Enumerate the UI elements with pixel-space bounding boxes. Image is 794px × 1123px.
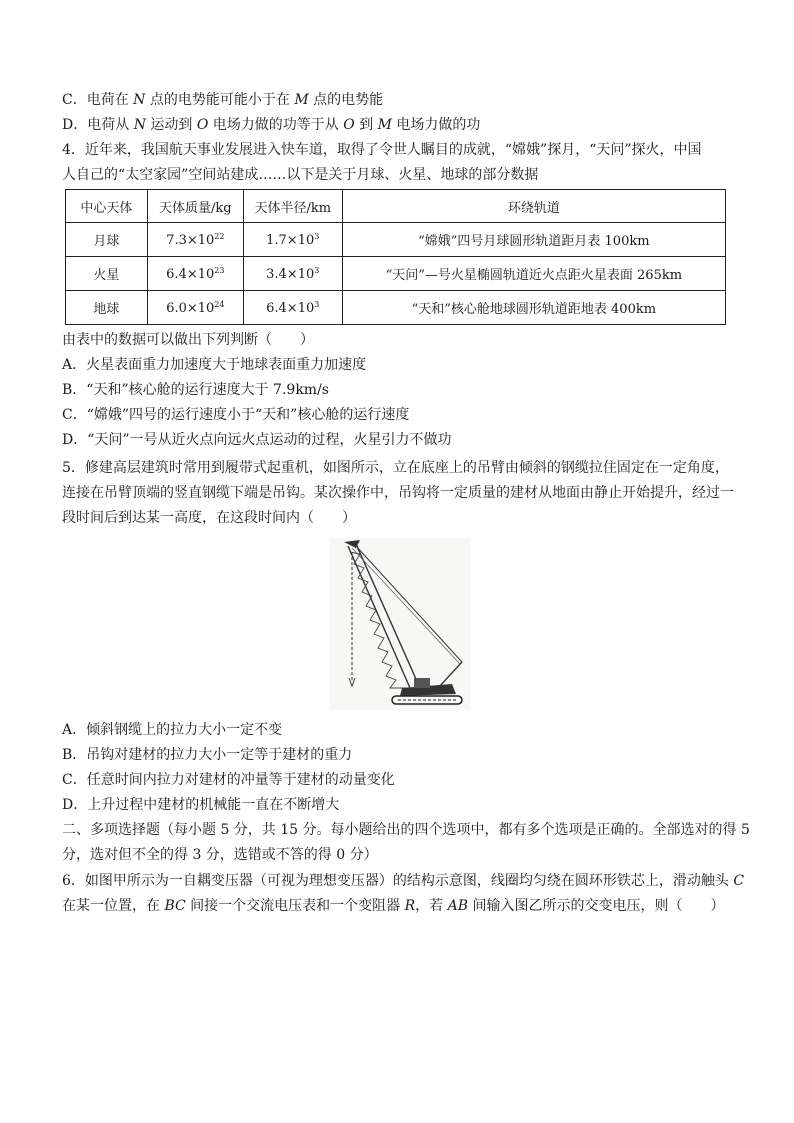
q6-stem-line2: 在某一位置，在 BC 间接一个交流电压表和一个变阻器 R，若 AB 间输入图乙所示的交变电压，则（ ） bbox=[62, 898, 725, 914]
q6-stem-line1: 6．如图甲所示为一自耦变压器（可视为理想变压器）的结构示意图，线圈均匀绕在圆环形铁芯上，滑动触头 C bbox=[62, 873, 745, 889]
q5-options bbox=[62, 718, 730, 818]
table-cell-body: 月球 bbox=[66, 223, 148, 257]
q5-stem-line3: 段时间后到达某一高度，在这段时间内（ ） bbox=[62, 510, 356, 526]
q4-option-c: C．“嫦娥”四号的运行速度小于“天和”核心舱的运行速度 bbox=[62, 407, 410, 423]
q3-option-c: C．电荷在 N 点的电势能可能小于在 M 点的电势能 bbox=[62, 92, 384, 108]
table-cell-radius: $1.7\times 10^3$ bbox=[243, 223, 342, 257]
q5-stem-line2: 连接在吊臂顶端的竖直钢缆下端是吊钩。某次操作中，吊钩将一定质量的建材从地面由静止开始提升，经过一 bbox=[62, 485, 734, 501]
table-cell-orbit: “天问”—号火星椭圆轨道近火点距火星表面 265km bbox=[342, 257, 725, 291]
table-row bbox=[66, 223, 726, 257]
q4-data-table bbox=[65, 189, 726, 325]
table-cell-orbit: “天和”核心舱地球圆形轨道距地表 400km bbox=[342, 291, 725, 325]
q4-options bbox=[62, 328, 730, 453]
q5-option-d: D．上升过程中建材的机械能一直在不断增大 bbox=[62, 797, 340, 813]
table-header: 天体质量/kg bbox=[147, 190, 243, 223]
table-cell-mass: $6.0\times 10^{24}$ bbox=[147, 291, 243, 325]
q4-option-a: A．火星表面重力加速度大于地球表面重力加速度 bbox=[62, 357, 367, 373]
q4-option-b: B．“天和”核心舱的运行速度大于 7.9km/s bbox=[62, 382, 329, 398]
section2-heading bbox=[62, 818, 750, 868]
table-header: 中心天体 bbox=[66, 190, 148, 223]
table-cell-mass: $6.4\times 10^{23}$ bbox=[147, 257, 243, 291]
table-row bbox=[66, 291, 726, 325]
q5-option-c: C．任意时间内拉力对建材的冲量等于建材的动量变化 bbox=[62, 772, 395, 788]
crane-cab bbox=[414, 678, 430, 688]
q5-stem-line1: 5．修建高层建筑时常用到履带式起重机，如图所示，立在底座上的吊臂由倾斜的钢缆拉住固定在一定角度， bbox=[62, 460, 729, 476]
q4-stem-line2: 人自己的“太空家园”空间站建成……以下是关于月球、火星、地球的部分数据 bbox=[62, 167, 539, 183]
table-cell-radius: $6.4\times 10^3$ bbox=[243, 291, 342, 325]
q4-option-d: D．“天问”一号从近火点向远火点运动的过程，火星引力不做功 bbox=[62, 432, 452, 448]
table-row bbox=[66, 257, 726, 291]
q3-option-d: D．电荷从 N 运动到 O 电场力做的功等于从 O 到 M 电场力做的功 bbox=[62, 117, 481, 133]
table-header-row bbox=[66, 190, 726, 223]
crawler-crane-figure bbox=[330, 538, 470, 710]
q5-option-b: B．吊钩对建材的拉力大小一定等于建材的重力 bbox=[62, 747, 353, 763]
q4-stem-line1: 4．近年来，我国航天事业发展进入快车道，取得了令世人瞩目的成就，“嫦娥”探月，“天问”探火，中国 bbox=[62, 142, 702, 158]
table-cell-body: 火星 bbox=[66, 257, 148, 291]
table-cell-mass: $7.3\times 10^{22}$ bbox=[147, 223, 243, 257]
q5-option-a: A．倾斜钢缆上的拉力大小一定不变 bbox=[62, 722, 283, 738]
q5-stem bbox=[62, 456, 734, 531]
section2-line1: 二、多项选择题（每小题 5 分，共 15 分。每小题给出的四个选项中，都有多个选项是正确的。全部选对的得 5 bbox=[62, 822, 750, 838]
table-cell-orbit: “嫦娥”四号月球圆形轨道距月表 100km bbox=[342, 223, 725, 257]
table-cell-body: 地球 bbox=[66, 291, 148, 325]
table-cell-radius: $3.4\times 10^3$ bbox=[243, 257, 342, 291]
table-header: 天体半径/km bbox=[243, 190, 342, 223]
section2-line2: 分，选对但不全的得 3 分，选错或不答的得 0 分） bbox=[62, 847, 378, 863]
q4-lead: 由表中的数据可以做出下列判断（ ） bbox=[62, 332, 314, 348]
table-header: 环绕轨道 bbox=[342, 190, 725, 223]
